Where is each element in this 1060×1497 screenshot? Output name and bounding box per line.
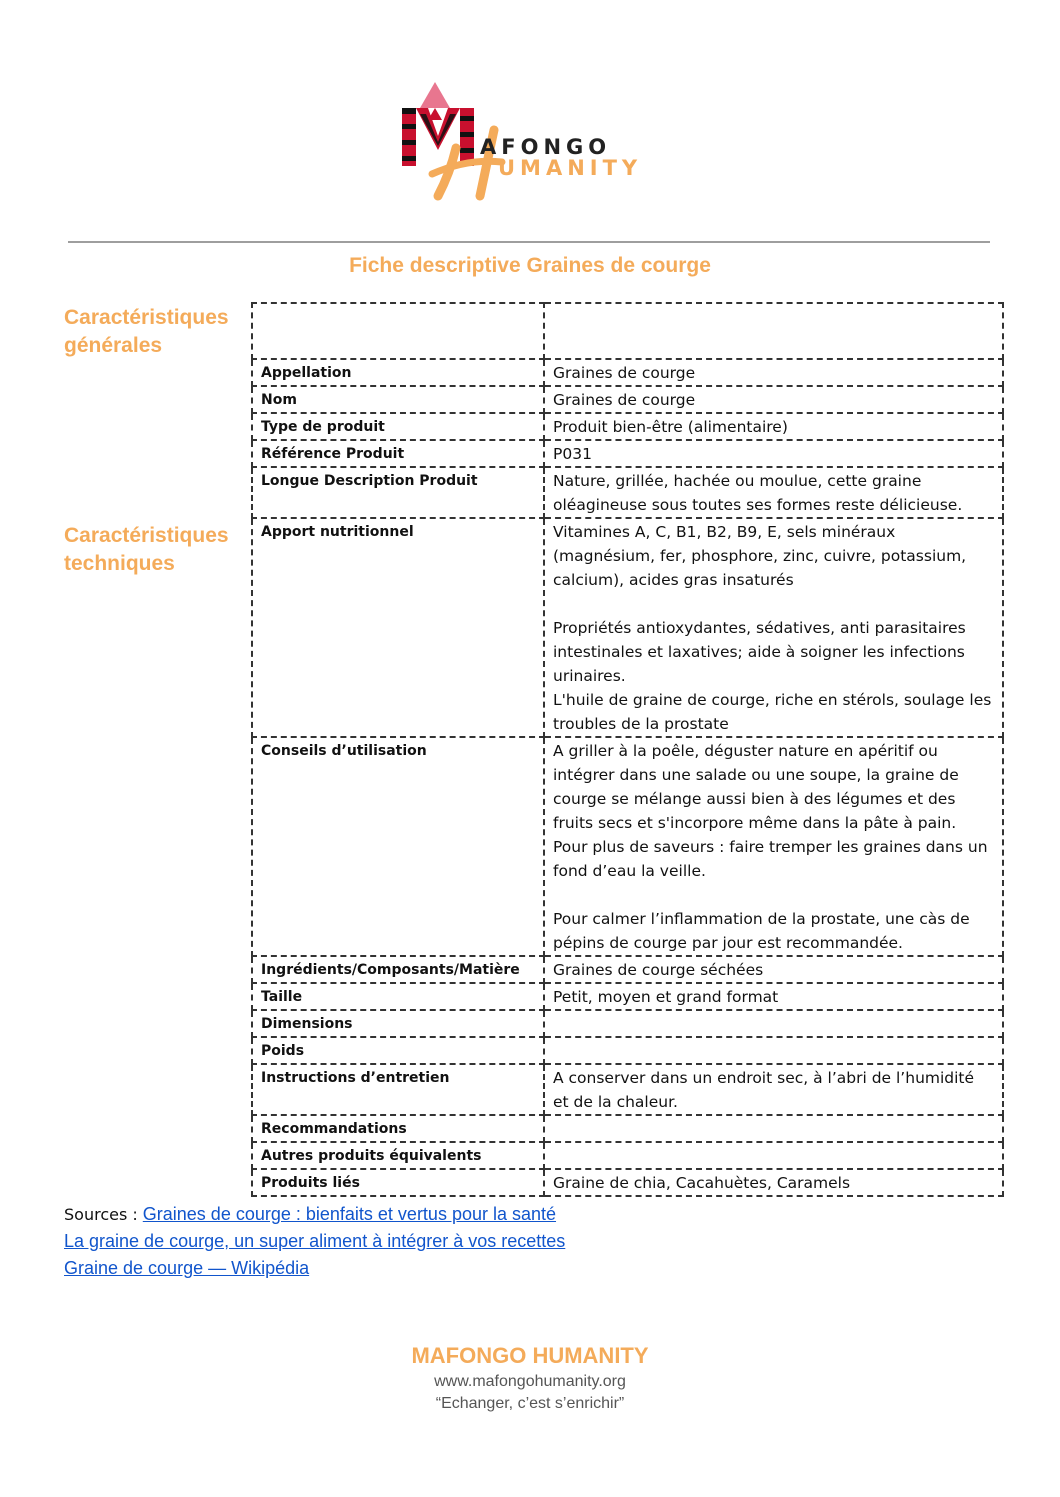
table-row <box>252 413 1003 440</box>
row-value: Nature, grillée, hachée ou moulue, cette graine oléagineuse sous toutes ses formes reste délicieuse. <box>544 467 1003 518</box>
table-row <box>252 386 1003 413</box>
row-value: Vitamines A, C, B1, B2, B9, E, sels minéraux (magnésium, fer, phosphore, zinc, cuivre, potassium, calcium), acides gras insaturés Propriétés antioxydantes, sédatives, anti parasitaires intestinales et laxatives; aide à soigner les infections urinaires. L'huile de graine de courge, riche en stérols, soulage les troubles de la prostate <box>544 518 1003 737</box>
row-value <box>544 1142 1003 1169</box>
table-row <box>252 956 1003 983</box>
table-header-row <box>252 303 1003 359</box>
table-row <box>252 1169 1003 1196</box>
table-row <box>252 1037 1003 1064</box>
table-row <box>252 1064 1003 1115</box>
row-label: Recommandations <box>252 1115 544 1142</box>
product-sheet-table <box>251 302 1004 1197</box>
row-label: Apport nutritionnel <box>252 518 544 737</box>
row-value: A griller à la poêle, déguster nature en apéritif ou intégrer dans une salade ou une soupe, la graine de courge se mélange aussi bien à des légumes et des fruits secs et s'incorpore même dans la pâte à pain. Pour plus de saveurs : faire tremper les graines dans un fond d’eau la veille. Pour calmer l’inflammation de la prostate, une càs de pépins de courge par jour est recommandée. <box>544 737 1003 956</box>
row-label: Autres produits équivalents <box>252 1142 544 1169</box>
table-row <box>252 1142 1003 1169</box>
row-label: Nom <box>252 386 544 413</box>
table-row <box>252 440 1003 467</box>
logo-wordmark-line2: UMANITY <box>498 156 643 180</box>
row-value: A conserver dans un endroit sec, à l’abri de l’humidité et de la chaleur. <box>544 1064 1003 1115</box>
mafongo-humanity-logo <box>398 78 650 204</box>
logo-wordmark-line1: AFONGO <box>480 135 612 159</box>
row-value: Graines de courge <box>544 359 1003 386</box>
row-label: Type de produit <box>252 413 544 440</box>
row-value: P031 <box>544 440 1003 467</box>
sources-label: Sources : <box>64 1205 138 1224</box>
row-value: Produit bien-être (alimentaire) <box>544 413 1003 440</box>
row-label: Produits liés <box>252 1169 544 1196</box>
footer-website: www.mafongohumanity.org <box>434 1373 626 1390</box>
row-value <box>544 1037 1003 1064</box>
table-row <box>252 467 1003 518</box>
source-link-2[interactable]: La graine de courge, un super aliment à intégrer à vos recettes <box>64 1231 566 1251</box>
table-row <box>252 737 1003 956</box>
row-value: Graines de courge <box>544 386 1003 413</box>
row-value: Petit, moyen et grand format <box>544 983 1003 1010</box>
row-label: Longue Description Produit <box>252 467 544 518</box>
row-value <box>544 1115 1003 1142</box>
row-label: Taille <box>252 983 544 1010</box>
row-label: Conseils d’utilisation <box>252 737 544 956</box>
section-label-general: Caractéristiques générales <box>64 306 229 357</box>
table-row <box>252 518 1003 737</box>
source-link-3[interactable]: Graine de courge — Wikipédia <box>64 1258 310 1278</box>
row-label: Instructions d’entretien <box>252 1064 544 1115</box>
row-label: Appellation <box>252 359 544 386</box>
footer-org-name: MAFONGO HUMANITY <box>411 1343 649 1368</box>
header-divider <box>68 241 990 243</box>
row-label: Ingrédients/Composants/Matière <box>252 956 544 983</box>
header-cell-empty <box>252 303 544 359</box>
table-row <box>252 983 1003 1010</box>
source-link-1[interactable]: Graines de courge : bienfaits et vertus pour la santé <box>142 1204 557 1224</box>
row-label: Dimensions <box>252 1010 544 1037</box>
document-title: Fiche descriptive Graines de courge <box>349 254 711 277</box>
row-value: Graine de chia, Cacahuètes, Caramels <box>544 1169 1003 1196</box>
footer-motto: “Echanger, c’est s’enrichir” <box>435 1395 625 1412</box>
row-label: Poids <box>252 1037 544 1064</box>
section-label-technical: Caractéristiques techniques <box>64 524 229 575</box>
table-row <box>252 1115 1003 1142</box>
row-value: Graines de courge séchées <box>544 956 1003 983</box>
table-row <box>252 359 1003 386</box>
sources-block <box>64 1201 565 1282</box>
row-label: Référence Produit <box>252 440 544 467</box>
header-cell-empty <box>544 303 1003 359</box>
row-value <box>544 1010 1003 1037</box>
table-row <box>252 1010 1003 1037</box>
